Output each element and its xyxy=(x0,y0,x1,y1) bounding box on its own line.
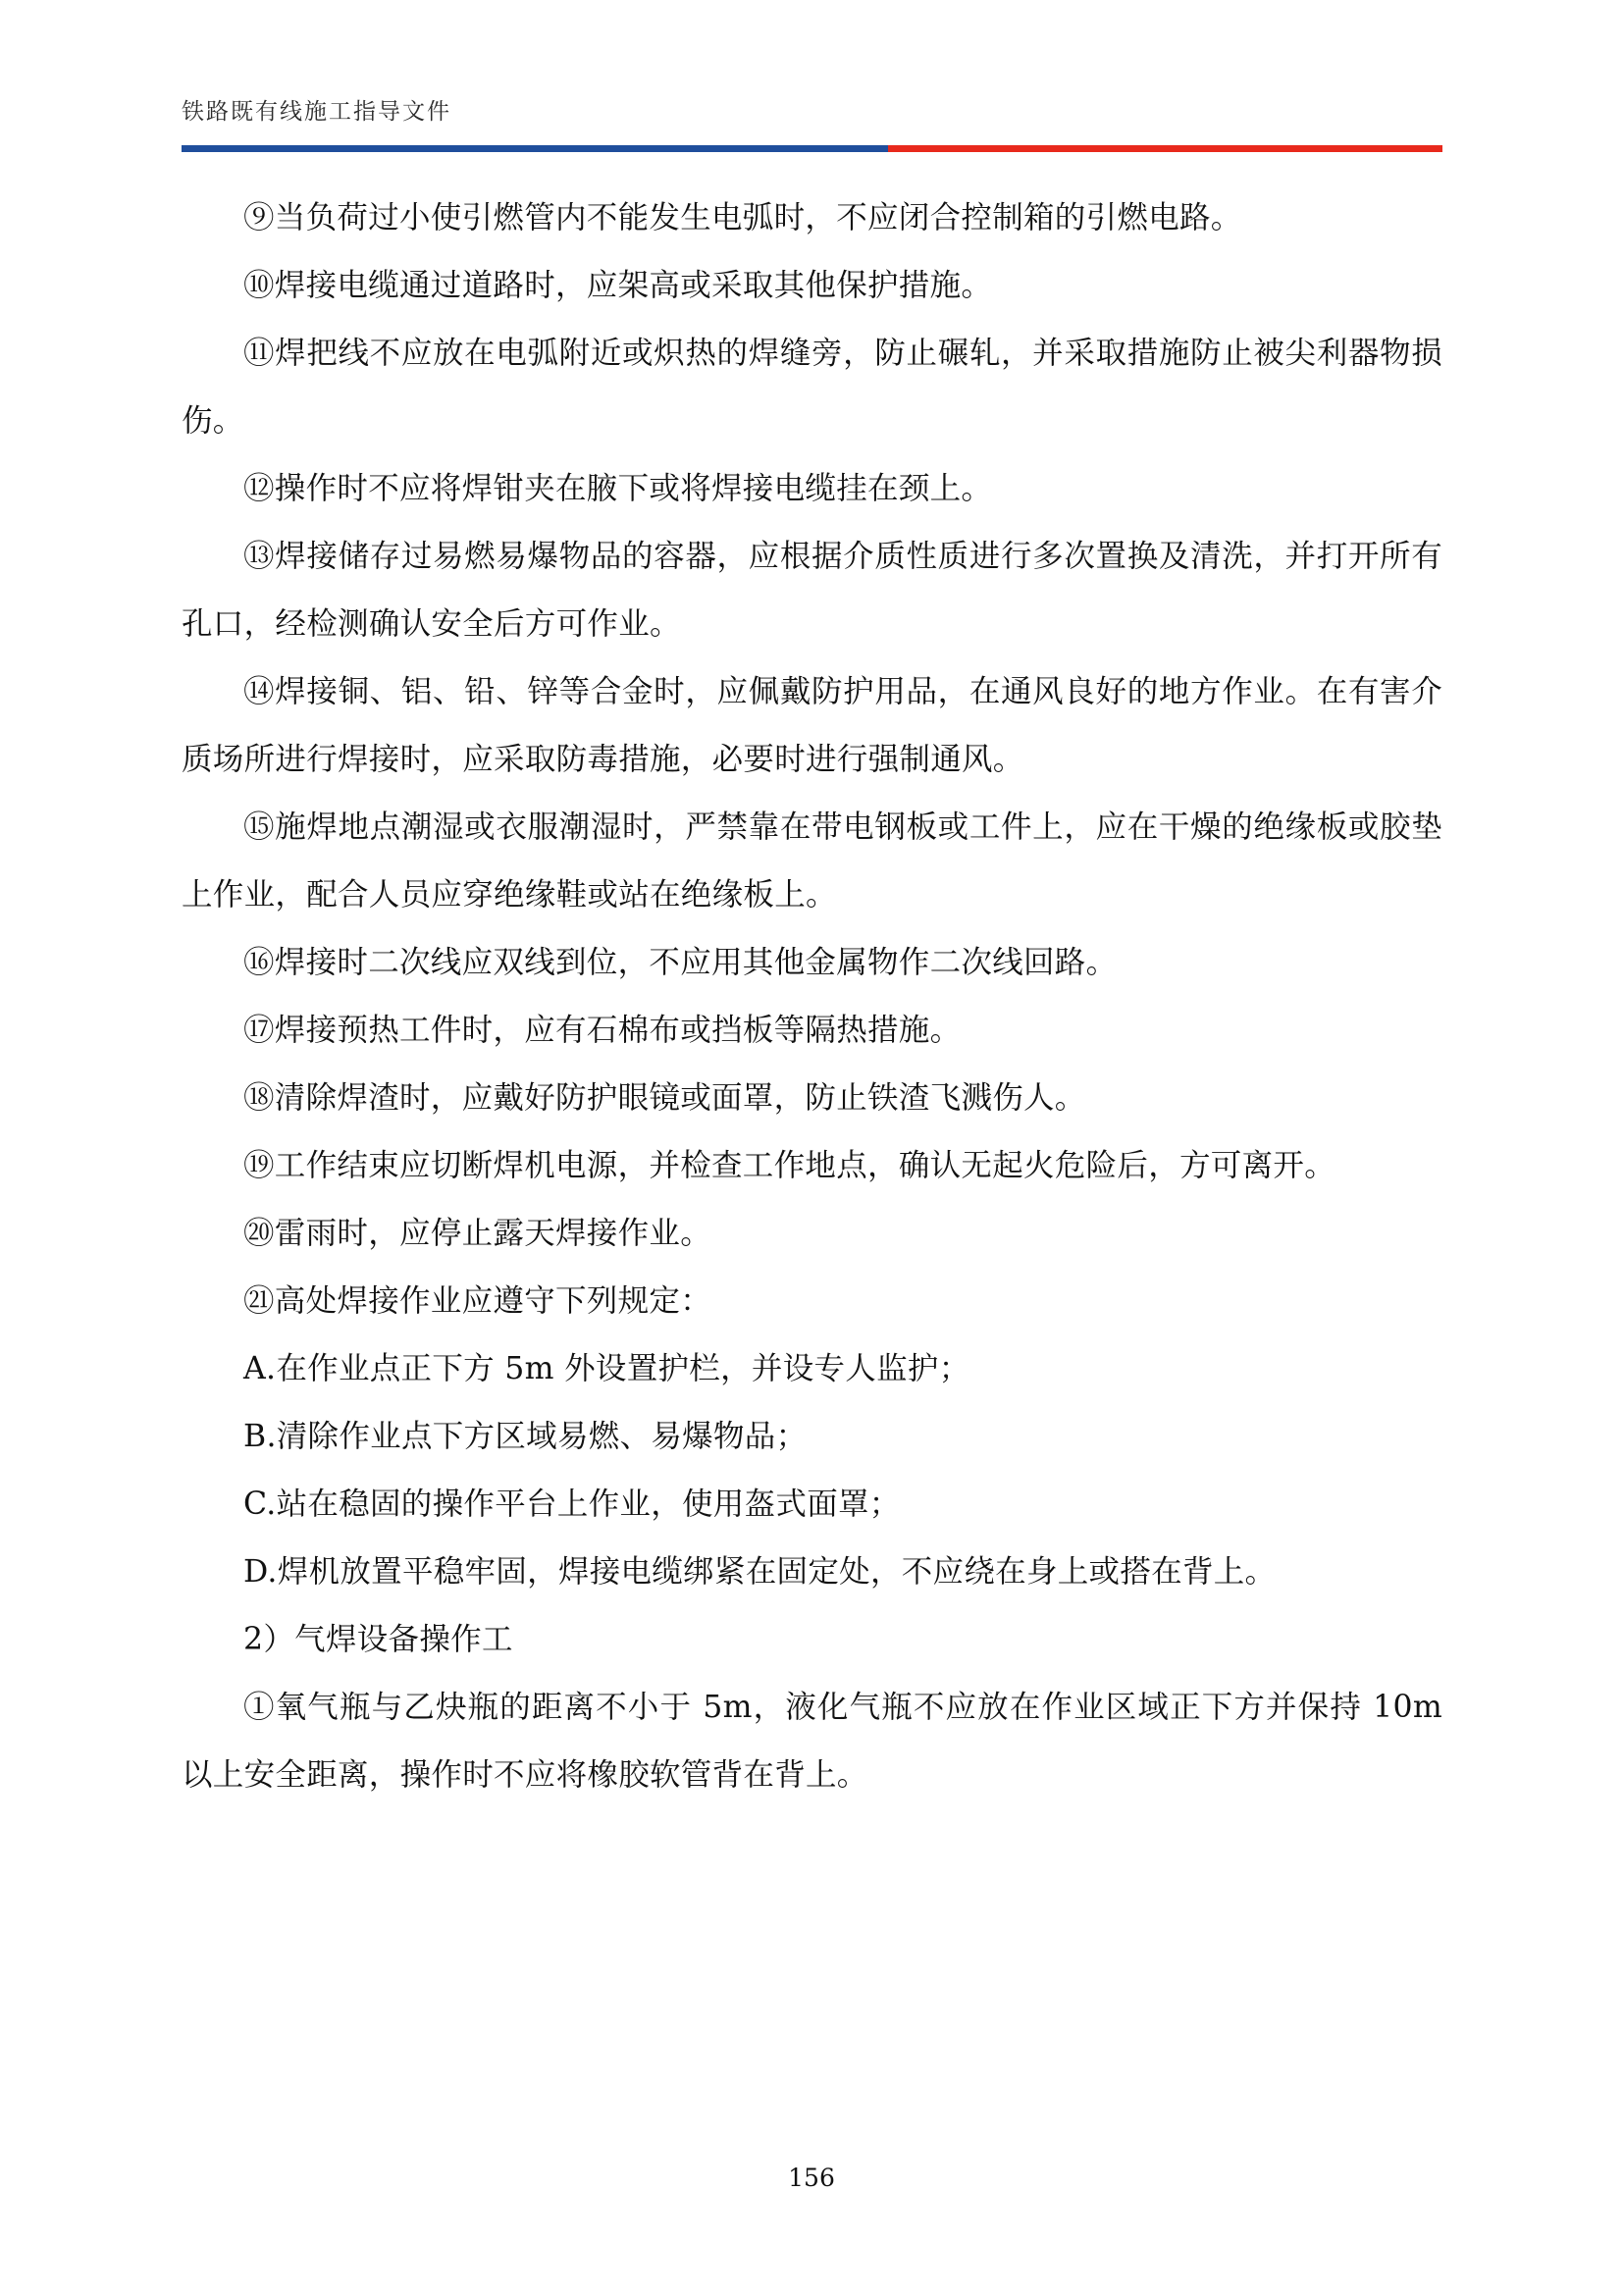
header-divider xyxy=(182,145,1442,152)
page-header xyxy=(182,93,1442,126)
paragraph: ⑲工作结束应切断焊机电源，并检查工作地点，确认无起火危险后，方可离开。 xyxy=(243,1148,1336,1183)
paragraph: ⑳雷雨时，应停止露天焊接作业。 xyxy=(243,1216,712,1251)
paragraph: A.在作业点正下方 5m 外设置护栏，并设专人监护； xyxy=(243,1351,970,1386)
header-divider-blue xyxy=(182,145,888,152)
document-body xyxy=(182,184,1442,1809)
page-footer xyxy=(0,2164,1623,2192)
paragraph: B.清除作业点下方区域易燃、易爆物品； xyxy=(243,1419,808,1454)
paragraph: ⑪焊把线不应放在电弧附近或炽热的焊缝旁，防止碾轧，并采取措施防止被尖利器物损伤。 xyxy=(182,336,1442,439)
paragraph: ⑨当负荷过小使引燃管内不能发生电弧时，不应闭合控制箱的引燃电路。 xyxy=(243,200,1242,235)
paragraph: ⑬焊接储存过易燃易爆物品的容器，应根据介质性质进行多次置换及清洗，并打开所有孔口，经检测确认安全后方可作业。 xyxy=(182,539,1442,642)
paragraph: ⑭焊接铜、铝、铅、锌等合金时，应佩戴防护用品，在通风良好的地方作业。在有害介质场所进行焊接时，应采取防毒措施，必要时进行强制通风。 xyxy=(182,674,1442,777)
paragraph: D.焊机放置平稳牢固，焊接电缆绑紧在固定处，不应绕在身上或搭在背上。 xyxy=(243,1554,1277,1590)
paragraph: ⑰焊接预热工件时，应有石棉布或挡板等隔热措施。 xyxy=(243,1013,962,1048)
paragraph: C.站在稳固的操作平台上作业，使用盔式面罩； xyxy=(243,1487,901,1522)
paragraph: ①氧气瓶与乙炔瓶的距离不小于 5m，液化气瓶不应放在作业区域正下方并保持 10m 以上安全距离，操作时不应将橡胶软管背在背上。 xyxy=(182,1690,1442,1793)
paragraph: ⑫操作时不应将焊钳夹在腋下或将焊接电缆挂在颈上。 xyxy=(243,471,993,506)
header-divider-red xyxy=(888,145,1442,152)
page-number: 156 xyxy=(788,2164,835,2192)
paragraph: 2）气焊设备操作工 xyxy=(243,1622,513,1657)
paragraph: ⑮施焊地点潮湿或衣服潮湿时，严禁靠在带电钢板或工件上，应在干燥的绝缘板或胶垫上作业，配合人员应穿绝缘鞋或站在绝缘板上。 xyxy=(182,809,1442,913)
paragraph: ⑱清除焊渣时，应戴好防护眼镜或面罩，防止铁渣飞溅伤人。 xyxy=(243,1080,1086,1116)
paragraph: ⑯焊接时二次线应双线到位，不应用其他金属物作二次线回路。 xyxy=(243,945,1118,980)
paragraph: ⑩焊接电缆通过道路时，应架高或采取其他保护措施。 xyxy=(243,268,993,303)
paragraph: ㉑高处焊接作业应遵守下列规定： xyxy=(243,1283,712,1319)
header-title: 铁路既有线施工指导文件 xyxy=(182,99,451,125)
